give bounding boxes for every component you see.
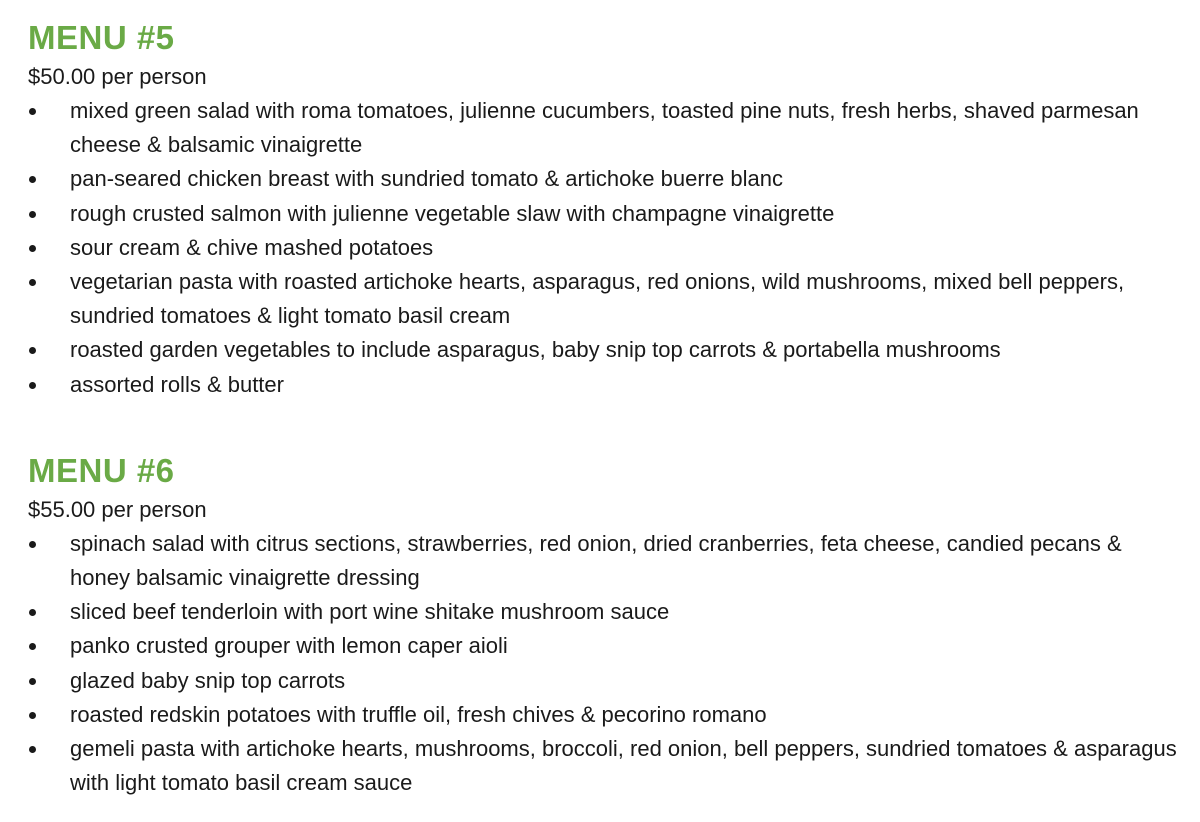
bullet-icon <box>29 245 36 252</box>
bullet-icon <box>29 678 36 685</box>
menu-item-text: vegetarian pasta with roasted artichoke hearts, asparagus, red onions, wild mushrooms, mixed bell peppers, sundried tomatoes & light tomato basil cream <box>70 269 1125 329</box>
menu-item <box>28 698 1178 732</box>
menu-item <box>28 197 1178 231</box>
menu-item <box>28 162 1178 196</box>
bullet-icon <box>29 108 36 115</box>
bullet-icon <box>29 279 36 286</box>
bullet-icon <box>29 176 36 183</box>
menu-item-text: panko crusted grouper with lemon caper aioli <box>70 633 508 659</box>
menu-item-text: roasted redskin potatoes with truffle oil, fresh chives & pecorino romano <box>70 701 767 727</box>
menu-item <box>28 265 1178 333</box>
menu-price: $55.00 per person <box>28 496 207 522</box>
menu-item-list <box>28 527 1178 801</box>
bullet-icon <box>29 746 36 753</box>
menu-section-5 <box>28 16 1178 402</box>
menu-item <box>28 732 1178 800</box>
bullet-icon <box>29 211 36 218</box>
menu-item <box>28 94 1178 162</box>
menu-item-text: sliced beef tenderloin with port wine shitake mushroom sauce <box>70 599 670 625</box>
menu-item <box>28 629 1178 663</box>
bullet-icon <box>29 382 36 389</box>
menu-item <box>28 333 1178 367</box>
menu-item-text: assorted rolls & butter <box>70 371 284 397</box>
menu-item <box>28 527 1178 595</box>
bullet-icon <box>29 347 36 354</box>
bullet-icon <box>29 712 36 719</box>
menu-item-text: roasted garden vegetables to include asparagus, baby snip top carrots & portabella mushrooms <box>70 337 1001 363</box>
bullet-icon <box>29 609 36 616</box>
menu-item-text: spinach salad with citrus sections, strawberries, red onion, dried cranberries, feta cheese, candied pecans & honey balsamic vinaigrette dressing <box>70 530 1122 591</box>
menu-item-text: gemeli pasta with artichoke hearts, mushrooms, broccoli, red onion, bell peppers, sundried tomatoes & asparagus with light tomato basil cream sauce <box>70 736 1177 796</box>
menu-item-text: pan-seared chicken breast with sundried tomato & artichoke buerre blanc <box>70 166 783 192</box>
bullet-icon <box>29 541 36 548</box>
menu-item-list <box>28 94 1178 402</box>
bullet-icon <box>29 643 36 650</box>
menu-item-text: rough crusted salmon with julienne vegetable slaw with champagne vinaigrette <box>70 200 835 226</box>
menu-item <box>28 231 1178 265</box>
menu-item-text: sour cream & chive mashed potatoes <box>70 234 434 260</box>
menu-title: MENU #5 <box>28 19 175 56</box>
menu-item <box>28 664 1178 698</box>
menu-item-text: mixed green salad with roma tomatoes, julienne cucumbers, toasted pine nuts, fresh herbs, shaved parmesan cheese & balsamic vinaigrette <box>70 98 1139 158</box>
menu-document <box>28 16 1178 800</box>
menu-price: $50.00 per person <box>28 64 207 89</box>
menu-section-6 <box>28 449 1178 801</box>
menu-item <box>28 595 1178 629</box>
menu-item-text: glazed baby snip top carrots <box>70 667 346 693</box>
menu-item <box>28 368 1178 402</box>
menu-title: MENU #6 <box>28 451 175 489</box>
